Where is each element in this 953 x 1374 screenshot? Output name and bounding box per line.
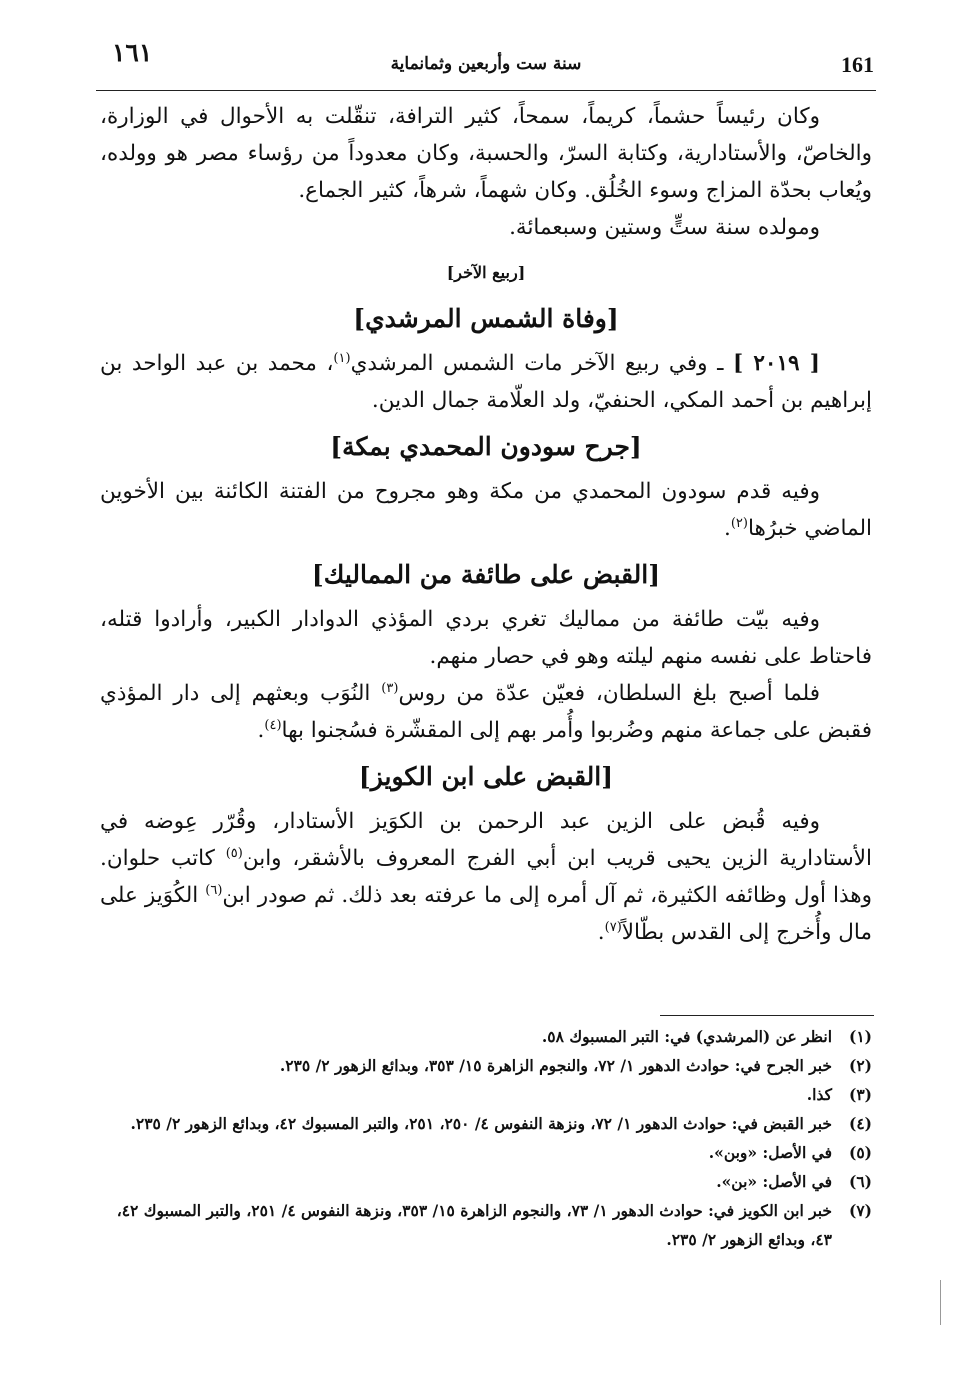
paragraph: ومولده سنة ستٍّ وستين وسبعمائة.: [509, 215, 820, 240]
footnote-ref: (٥): [225, 845, 243, 861]
footnote-ref: (٢): [730, 515, 748, 531]
entry-number: [ ٢٠١٩ ]: [732, 351, 820, 376]
page-header: [96, 38, 876, 91]
paragraph: [ ٢٠١٩ ] ـ وفي ربيع الآخر مات الشمس المرشدي$^{(١)}$، محمد بن عبد الواحد بن إبراهيم بن أحمد المكي، الحنفيّ، ولد العلّامة جمال الدين.: [100, 350, 872, 413]
footnote: [100, 1138, 872, 1167]
paragraph: وفيه قُبض على الزين عبد الرحمن بن الكوَيز الأستادار، وقُرّر عِوضه في الأستادارية الزين يحيى قريب ابن أبي الفرج المعروف بالأشقر، وابن$^{(٥)}$ كاتب حلوان. وهذا أول وظائفه الكثيرة، ثم آل أمره إلى ما عرفته بعد ذلك. ثم صودر ابن$^{(٦)}$ الكُوَيز على مال وأُخرج إلى القدس بطّالاً$^{(٧)}$.: [100, 809, 873, 945]
footnote-number: (٥): [848, 1143, 872, 1162]
footnote-ref: (٦): [205, 882, 223, 898]
footnote-text: انظر عن (المرشدي) في: التبر المسبوك ٥٨.: [541, 1027, 832, 1046]
footnote-text: في الأصل: «وبن».: [708, 1143, 832, 1162]
page-number: 161: [841, 52, 874, 77]
footnote-text: خبر القبض في: حوادث الدهور ١/ ٧٢، ونزهة النفوس ٤/ ٢٥٠، ٢٥١، والتبر المسبوك ٤٢، وبدائع الزهور ٢/ ٢٣٥.: [130, 1114, 832, 1133]
footnote-text: خبر الجرح في: حوادث الدهور ١/ ٧٢، والنجوم الزاهرة ١٥/ ٣٥٣، وبدائع الزهور ٢/ ٢٣٥.: [279, 1056, 832, 1075]
footnote-number: (٤): [848, 1114, 872, 1133]
footnote: [100, 1109, 872, 1138]
section-heading: [جرح سودون المحمدي بمكة]: [330, 432, 642, 461]
footnote: [100, 1167, 872, 1196]
footnote-number: (٣): [848, 1085, 872, 1104]
footnote-ref: (٧): [604, 919, 622, 935]
section-heading: [القبض على ابن الكويز]: [358, 762, 614, 791]
scan-edge-mark: [940, 1280, 942, 1325]
footnote-number: (١): [848, 1027, 872, 1046]
paragraph: وفيه قدم سودون المحمدي من مكة وهو مجروح من الفتنة الكائنة بين الأخوين الماضي خبرُها$^{(٢)}$.: [100, 479, 872, 541]
footnotes: [100, 1022, 872, 1254]
page-number-arabic: ١٦١: [112, 38, 153, 67]
footnote-ref: (١): [333, 350, 351, 366]
footnote: [100, 1196, 872, 1254]
footnote: [100, 1051, 872, 1080]
paragraph: وكان رئيساً حشماً، كريماً، سمحاً، كثير الترافة، تنقّلت به الأحوال في الوزارة، والخاصّ، والأستادارية، وكتابة السرّ، والحسبة، وكان معدوداً من رؤساء مصر هو وولده، ويُعاب بحدّة المزاج وسوء الخُلُق. وكان شهماً، شرهاً، كثير الجماع.: [100, 104, 872, 203]
footnote-number: (٧): [848, 1201, 872, 1220]
section-heading: [وفاة الشمس المرشدي]: [353, 304, 619, 333]
footnote-text: في الأصل: «بن».: [716, 1172, 832, 1191]
footnote-ref: (٤): [264, 717, 282, 733]
footnote-number: (٦): [848, 1172, 872, 1191]
footnote: [100, 1022, 872, 1051]
footnote-divider: [660, 1015, 874, 1016]
footnote-text: كذا.: [806, 1085, 832, 1104]
main-text: [100, 98, 872, 951]
section-heading: [القبض على طائفة من المماليك]: [311, 560, 661, 589]
footnote-ref: (٣): [381, 680, 399, 696]
paragraph: وفيه بيّت طائفة من مماليك تغري بردي المؤذي الدوادار الكبير، وأرادوا قتله، فاحتاط على نفسه منهم ليلته وهو في حصار منهم.: [100, 607, 872, 669]
footnote-number: (٢): [848, 1056, 872, 1075]
footnote: [100, 1080, 872, 1109]
paragraph: فلما أصبح بلغ السلطان، فعيّن عدّة من روس$^{(٣)}$ النُوَب وبعثهم إلى دار المؤذي فقبض على جماعة منهم وضُربوا وأُمر بهم إلى المقشّرة فسُجنوا بها$^{(٤)}$.: [100, 680, 872, 743]
running-title: سنة ست وأربعين وثمانماية: [390, 54, 582, 74]
month-heading: [ربيع الآخر]: [446, 263, 526, 282]
footnote-text: خبر ابن الكويز في: حوادث الدهور ١/ ٧٣، والنجوم الزاهرة ١٥/ ٣٥٣، ونزهة النفوس ٤/ ٢٥١، والتبر المسبوك ٤٢، ٤٣، وبدائع الزهور ٢/ ٢٣٥.: [116, 1201, 832, 1249]
